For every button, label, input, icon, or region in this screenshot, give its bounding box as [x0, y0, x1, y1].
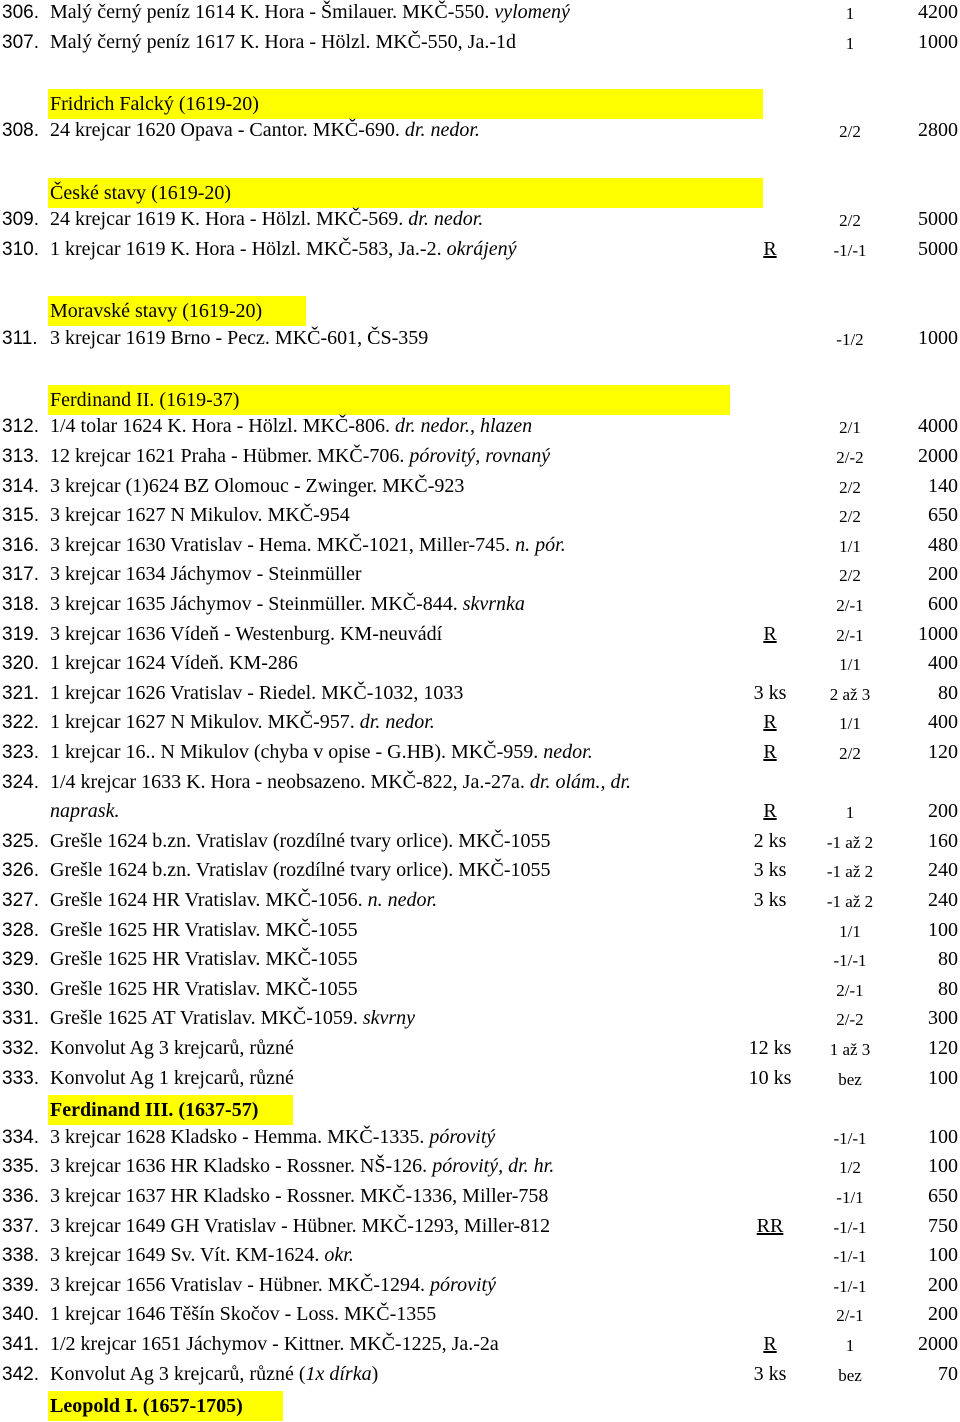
section-header-label: Fridrich Falcký (1619-20)	[50, 93, 259, 115]
lot-description	[50, 1303, 436, 1326]
lot-description	[50, 504, 350, 527]
description-text: 3 krejcar 1619 Brno - Pecz. MKČ-601, ČS-359	[50, 327, 429, 349]
lot-row	[0, 829, 960, 859]
lot-number: 332.	[2, 1038, 39, 1059]
lot-row	[0, 118, 960, 148]
lot-row	[0, 1036, 960, 1066]
lot-row	[0, 770, 960, 800]
lot-description	[50, 948, 358, 971]
lot-description	[50, 475, 464, 498]
piece-count: 3 ks	[753, 859, 787, 881]
lot-description	[50, 1333, 499, 1356]
condition-note: dr. nedor.	[394, 415, 470, 437]
lot-row	[0, 503, 960, 533]
condition-grade: 1/1	[839, 922, 861, 941]
description-text: 1 krejcar 1624 Vídeň. KM-286	[50, 652, 298, 674]
condition-grade: 2/-1	[836, 596, 864, 615]
description-text: 3 krejcar 1635 Jáchymov - Steinmüller. MKČ-844.	[50, 593, 463, 615]
lot-number: 317.	[2, 564, 39, 585]
description-text: 1 krejcar 1646 Těšín Skočov - Loss. MKČ-1355	[50, 1303, 437, 1325]
condition-grade: -1 až 2	[826, 833, 874, 852]
condition-grade: 1/1	[839, 537, 861, 556]
lot-number: 312.	[2, 416, 39, 437]
lot-row	[0, 474, 960, 504]
lot-description	[50, 652, 298, 675]
piece-count: 3 ks	[753, 889, 787, 911]
starting-price: 100	[928, 1126, 958, 1148]
section-header	[48, 1391, 283, 1421]
lot-row	[0, 1125, 960, 1155]
condition-note: 1x dírka	[305, 1363, 372, 1385]
lot-row	[0, 1302, 960, 1332]
condition-grade: 2/2	[839, 122, 861, 141]
section-header	[48, 385, 730, 415]
condition-note: dr. nedor.	[408, 208, 484, 230]
rarity-mark: R	[763, 800, 777, 822]
lot-number: 339.	[2, 1275, 39, 1296]
condition-grade: 2 až 3	[829, 685, 871, 704]
lot-description	[50, 415, 532, 438]
condition-grade: 2/-2	[836, 448, 864, 467]
condition-note: pórovitý	[429, 1126, 496, 1148]
condition-grade: 1/1	[839, 655, 861, 674]
lot-row	[0, 1066, 960, 1096]
condition-grade: -1 až 2	[826, 892, 874, 911]
rarity-mark: RR	[756, 1215, 784, 1237]
lot-row	[0, 0, 960, 30]
section-header-label: Leopold I. (1657-1705)	[50, 1395, 243, 1417]
description-text: 1 krejcar 1627 N Mikulov. MKČ-957.	[50, 711, 360, 733]
lot-description	[50, 327, 428, 350]
starting-price: 2800	[918, 119, 958, 141]
condition-grade: 2/2	[839, 507, 861, 526]
lot-number: 314.	[2, 476, 39, 497]
lot-description	[50, 711, 435, 734]
starting-price: 1000	[918, 623, 958, 645]
starting-price: 1000	[918, 31, 958, 53]
section-header-label: Ferdinand II. (1619-37)	[50, 389, 240, 411]
description-text: 3 krejcar 1636 HR Kladsko - Rossner. NŠ-126.	[50, 1155, 433, 1177]
description-text: Konvolut Ag 1 krejcarů, různé	[50, 1067, 294, 1089]
starting-price: 140	[928, 475, 958, 497]
lot-number: 329.	[2, 949, 39, 970]
lot-description	[50, 1007, 415, 1030]
lot-number: 322.	[2, 712, 39, 733]
lot-description	[50, 741, 593, 764]
lot-number: 330.	[2, 979, 39, 1000]
description-text: 3 krejcar 1634 Jáchymov - Steinmüller	[50, 563, 362, 585]
section-header	[48, 89, 763, 119]
starting-price: 240	[928, 859, 958, 881]
starting-price: 240	[928, 889, 958, 911]
description-text: Malý černý peníz 1614 K. Hora - Šmilauer. MKČ-550.	[50, 1, 495, 23]
condition-note: nedor.	[543, 741, 593, 763]
condition-note: n. pór.	[515, 534, 566, 556]
piece-count: 3 ks	[753, 1363, 787, 1385]
piece-count: 12 ks	[748, 1037, 792, 1059]
starting-price: 300	[928, 1007, 958, 1029]
condition-grade: 1/1	[839, 714, 861, 733]
starting-price: 70	[938, 1363, 958, 1385]
starting-price: 5000	[918, 208, 958, 230]
starting-price: 5000	[918, 238, 958, 260]
description-text: Grešle 1624 b.zn. Vratislav (rozdílné tvary orlice). MKČ-1055	[50, 830, 551, 852]
lot-description	[50, 1363, 378, 1386]
lot-number: 310.	[2, 239, 39, 260]
description-text: 24 krejcar 1620 Opava - Cantor. MKČ-690.	[50, 119, 405, 141]
lot-number: 333.	[2, 1068, 39, 1089]
rarity-mark: R	[763, 741, 777, 763]
starting-price: 200	[928, 800, 958, 822]
description-text: 3 krejcar 1656 Vratislav - Hübner. MKČ-1294.	[50, 1274, 431, 1296]
lot-description	[50, 800, 119, 823]
description-text: Grešle 1624 b.zn. Vratislav (rozdílné tvary orlice). MKČ-1055	[50, 859, 551, 881]
description-text: 3 krejcar 1636 Vídeň - Westenburg. KM-neuvádí	[50, 623, 443, 645]
condition-grade: 1	[845, 1336, 855, 1355]
description-text: 3 krejcar (1)624 BZ Olomouc - Zwinger. MKČ-923	[50, 475, 465, 497]
description-text: 3 krejcar 1627 N Mikulov. MKČ-954	[50, 504, 350, 526]
lot-description	[50, 1155, 554, 1178]
starting-price: 650	[928, 504, 958, 526]
lot-number: 336.	[2, 1186, 39, 1207]
description-text: )	[371, 1363, 379, 1385]
starting-price: 160	[928, 830, 958, 852]
lot-description	[50, 238, 517, 261]
lot-number: 324.	[2, 772, 39, 793]
condition-grade: -1/-1	[833, 951, 867, 970]
condition-grade: -1/1	[836, 1188, 864, 1207]
lot-row	[0, 1184, 960, 1214]
lot-row	[0, 740, 960, 770]
lot-description	[50, 119, 480, 142]
starting-price: 2000	[918, 445, 958, 467]
lot-row	[0, 858, 960, 888]
lot-description	[50, 1126, 495, 1149]
condition-note: pórovitý	[430, 1274, 496, 1296]
lot-description	[50, 208, 483, 231]
starting-price: 100	[928, 919, 958, 941]
description-text: 3 krejcar 1637 HR Kladsko - Rossner. MKČ-1336, Miller-758	[50, 1185, 549, 1207]
starting-price: 80	[938, 948, 958, 970]
lot-number: 325.	[2, 831, 39, 852]
lot-number: 334.	[2, 1127, 39, 1148]
description-text: ,	[469, 415, 480, 437]
piece-count: 10 ks	[748, 1067, 792, 1089]
lot-row	[0, 1243, 960, 1273]
lot-number: 311.	[2, 328, 38, 349]
lot-number: 316.	[2, 535, 39, 556]
description-text: 1/2 krejcar 1651 Jáchymov - Kittner. MKČ-1225, Ja.-2a	[50, 1333, 499, 1355]
lot-number: 320.	[2, 653, 39, 674]
lot-row	[0, 237, 960, 267]
condition-grade: bez	[838, 1070, 862, 1089]
description-text: Grešle 1625 HR Vratislav. MKČ-1055	[50, 978, 358, 1000]
lot-description	[50, 771, 631, 794]
condition-grade: 2/2	[839, 566, 861, 585]
section-header-label: České stavy (1619-20)	[50, 182, 232, 204]
condition-grade: 2/-2	[836, 1010, 864, 1029]
description-text: Grešle 1625 AT Vratislav. MKČ-1059.	[50, 1007, 363, 1029]
starting-price: 100	[928, 1244, 958, 1266]
lot-row	[0, 977, 960, 1007]
lot-number: 341.	[2, 1334, 39, 1355]
lot-description	[50, 1037, 294, 1060]
lot-number: 326.	[2, 860, 39, 881]
lot-number: 313.	[2, 446, 39, 467]
lot-row	[0, 888, 960, 918]
rarity-mark: R	[763, 238, 777, 260]
lot-number: 340.	[2, 1304, 39, 1325]
lot-number: 318.	[2, 594, 39, 615]
starting-price: 480	[928, 534, 958, 556]
starting-price: 120	[928, 1037, 958, 1059]
lot-number: 338.	[2, 1245, 39, 1266]
lot-description	[50, 593, 525, 616]
starting-price: 4200	[918, 1, 958, 23]
description-text: Grešle 1625 HR Vratislav. MKČ-1055	[50, 948, 358, 970]
lot-row	[0, 1214, 960, 1244]
starting-price: 750	[928, 1215, 958, 1237]
starting-price: 2000	[918, 1333, 958, 1355]
lot-description	[50, 534, 566, 557]
condition-grade: -1 až 2	[826, 862, 874, 881]
lot-number: 342.	[2, 1364, 39, 1385]
description-text: Grešle 1625 HR Vratislav. MKČ-1055	[50, 919, 358, 941]
condition-grade: 2/2	[839, 744, 861, 763]
lot-row	[0, 592, 960, 622]
condition-note: pórovitý, dr. hr.	[432, 1155, 555, 1177]
lot-number: 306.	[2, 2, 39, 23]
condition-note: n. nedor.	[367, 889, 438, 911]
description-text: 12 krejcar 1621 Praha - Hübmer. MKČ-706.	[50, 445, 410, 467]
lot-number: 308.	[2, 120, 39, 141]
description-text: Malý černý peníz 1617 K. Hora - Hölzl. MKČ-550, Ja.-1d	[50, 31, 517, 53]
description-text: 3 krejcar 1630 Vratislav - Hema. MKČ-1021, Miller-745.	[50, 534, 516, 556]
condition-note: dr. nedor.	[404, 119, 480, 141]
condition-grade: -1/-1	[833, 1218, 867, 1237]
description-text: Grešle 1624 HR Vratislav. MKČ-1056.	[50, 889, 368, 911]
lot-number: 307.	[2, 32, 39, 53]
lot-description	[50, 445, 550, 468]
lot-row	[0, 30, 960, 60]
starting-price: 200	[928, 563, 958, 585]
description-text: 3 krejcar 1649 Sv. Vít. KM-1624.	[50, 1244, 325, 1266]
condition-note: okr.	[324, 1244, 354, 1266]
description-text: 1 krejcar 16.. N Mikulov (chyba v opise - G.HB). MKČ-959.	[50, 741, 544, 763]
condition-note: hlazen	[479, 415, 533, 437]
condition-grade: 1	[845, 4, 855, 23]
starting-price: 400	[928, 652, 958, 674]
starting-price: 120	[928, 741, 958, 763]
condition-grade: -1/-1	[833, 1277, 867, 1296]
description-text: 24 krejcar 1619 K. Hora - Hölzl. MKČ-569.	[50, 208, 409, 230]
description-text: 3 krejcar 1649 GH Vratislav - Hübner. MKČ-1293, Miller-812	[50, 1215, 551, 1237]
condition-note: dr. olám., dr.	[529, 771, 632, 793]
section-header-label: Moravské stavy (1619-20)	[50, 300, 263, 322]
lot-number: 321.	[2, 683, 39, 704]
lot-row	[0, 710, 960, 740]
description-text: 1/4 tolar 1624 K. Hora - Hölzl. MKČ-806.	[50, 415, 395, 437]
lot-description	[50, 563, 362, 586]
piece-count: 3 ks	[753, 682, 787, 704]
lot-number: 331.	[2, 1008, 39, 1029]
rarity-mark: R	[763, 1333, 777, 1355]
section-header-label: Ferdinand III. (1637-57)	[50, 1099, 259, 1121]
starting-price: 200	[928, 1274, 958, 1296]
starting-price: 1000	[918, 327, 958, 349]
lot-description	[50, 830, 551, 853]
lot-number: 319.	[2, 624, 39, 645]
piece-count: 2 ks	[753, 830, 787, 852]
condition-note: naprask.	[50, 800, 120, 822]
lot-description	[50, 859, 551, 882]
lot-number: 327.	[2, 890, 39, 911]
condition-grade: 2/2	[839, 211, 861, 230]
lot-description	[50, 1067, 294, 1090]
lot-description	[50, 1185, 548, 1208]
condition-grade: 2/-1	[836, 626, 864, 645]
condition-grade: 1 až 3	[829, 1040, 871, 1059]
starting-price: 100	[928, 1067, 958, 1089]
condition-grade: bez	[838, 1366, 862, 1385]
condition-grade: -1/2	[836, 330, 864, 349]
description-text: Konvolut Ag 3 krejcarů, různé (	[50, 1363, 306, 1385]
condition-grade: 2/-1	[836, 1306, 864, 1325]
condition-note: dr. nedor.	[359, 711, 435, 733]
section-header	[48, 1095, 293, 1125]
starting-price: 80	[938, 978, 958, 1000]
rarity-mark: R	[763, 623, 777, 645]
rarity-mark: R	[763, 711, 777, 733]
lot-row	[0, 622, 960, 652]
section-header	[48, 296, 306, 326]
description-text: 1 krejcar 1626 Vratislav - Riedel. MKČ-1032, 1033	[50, 682, 464, 704]
lot-description	[50, 623, 442, 646]
description-text: 1 krejcar 1619 K. Hora - Hölzl. MKČ-583, Ja.-2.	[50, 238, 447, 260]
lot-row	[0, 1154, 960, 1184]
lot-description	[50, 1215, 550, 1238]
lot-number: 335.	[2, 1156, 39, 1177]
condition-grade: 1	[845, 803, 855, 822]
lot-row	[0, 444, 960, 474]
lot-number: 315.	[2, 505, 39, 526]
lot-row	[0, 681, 960, 711]
lot-description	[50, 1, 570, 24]
lot-row	[0, 1362, 960, 1392]
lot-row	[0, 414, 960, 444]
condition-grade: 2/-1	[836, 981, 864, 1000]
lot-number: 337.	[2, 1216, 39, 1237]
starting-price: 600	[928, 593, 958, 615]
condition-note: vylomený	[494, 1, 570, 23]
condition-note: skvrny	[362, 1007, 416, 1029]
condition-note: pórovitý, rovnaný	[409, 445, 551, 467]
condition-grade: 1/2	[839, 1158, 861, 1177]
lot-description	[50, 682, 463, 705]
description-text: Konvolut Ag 3 krejcarů, různé	[50, 1037, 294, 1059]
condition-grade: -1/-1	[833, 1247, 867, 1266]
lot-row	[0, 562, 960, 592]
lot-row	[0, 947, 960, 977]
lot-row	[0, 1273, 960, 1303]
lot-description	[50, 1244, 354, 1267]
section-header	[48, 178, 763, 208]
description-text: 3 krejcar 1628 Kladsko - Hemma. MKČ-1335.	[50, 1126, 430, 1148]
lot-number: 328.	[2, 920, 39, 941]
lot-row	[0, 207, 960, 237]
starting-price: 4000	[918, 415, 958, 437]
condition-grade: 2/2	[839, 478, 861, 497]
lot-description	[50, 1274, 496, 1297]
lot-row	[0, 651, 960, 681]
lot-row	[0, 326, 960, 356]
starting-price: 400	[928, 711, 958, 733]
lot-row	[0, 1332, 960, 1362]
lot-number: 309.	[2, 209, 39, 230]
description-text: 1/4 krejcar 1633 K. Hora - neobsazeno. MKČ-822, Ja.-27a.	[50, 771, 530, 793]
condition-note: okrájený	[446, 238, 517, 260]
starting-price: 100	[928, 1155, 958, 1177]
lot-number: 323.	[2, 742, 39, 763]
starting-price: 200	[928, 1303, 958, 1325]
lot-description	[50, 978, 358, 1001]
starting-price: 650	[928, 1185, 958, 1207]
lot-row-continuation	[0, 799, 960, 829]
condition-note: skvrnka	[462, 593, 525, 615]
condition-grade: -1/-1	[833, 1129, 867, 1148]
lot-row	[0, 918, 960, 948]
lot-description	[50, 919, 358, 942]
lot-description	[50, 889, 437, 912]
condition-grade: -1/-1	[833, 241, 867, 260]
condition-grade: 1	[845, 34, 855, 53]
condition-grade: 2/1	[839, 418, 861, 437]
lot-row	[0, 533, 960, 563]
starting-price: 80	[938, 682, 958, 704]
lot-description	[50, 31, 516, 54]
lot-row	[0, 1006, 960, 1036]
